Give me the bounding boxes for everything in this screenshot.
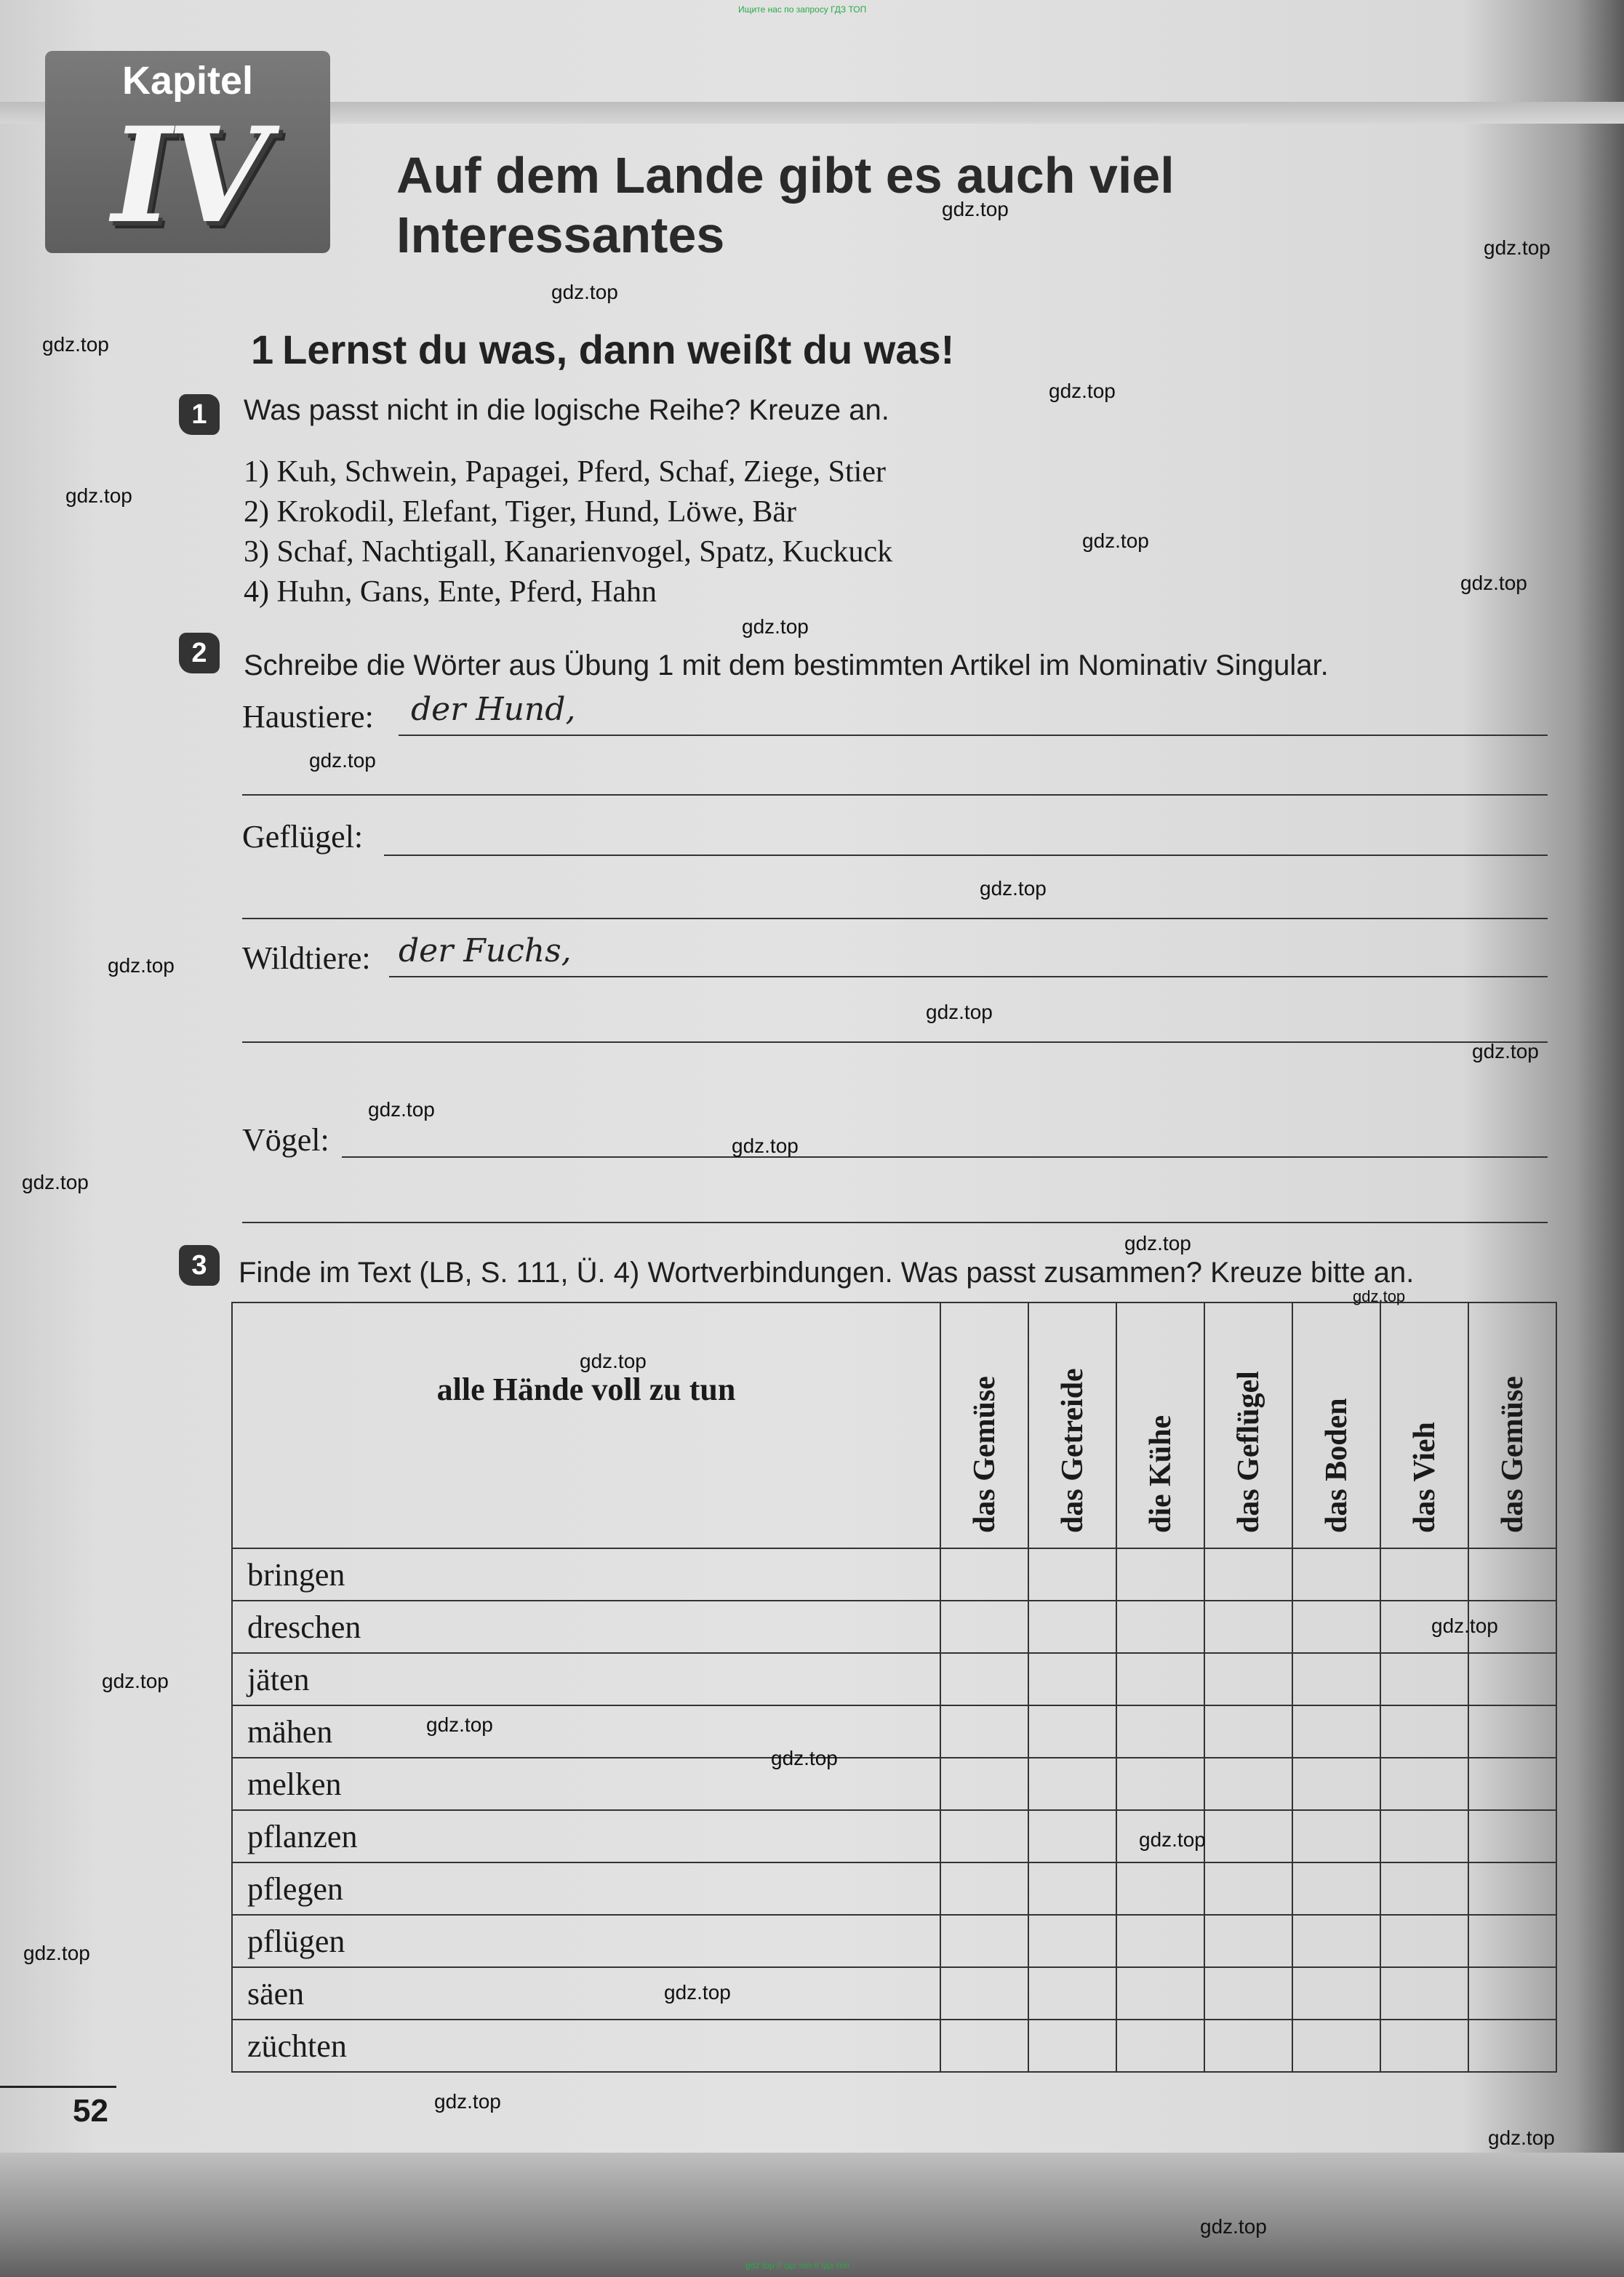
checkbox-cell[interactable]	[1116, 1601, 1204, 1653]
category-label-gefluegel: Geflügel:	[242, 819, 364, 855]
chapter-label: Kapitel	[121, 59, 254, 103]
checkbox-cell[interactable]	[1292, 1601, 1380, 1653]
watermark: gdz.top	[732, 1135, 799, 1157]
checkbox-cell[interactable]	[1028, 1758, 1116, 1810]
checkbox-cell[interactable]	[1292, 1758, 1380, 1810]
checkbox-cell[interactable]	[1292, 1653, 1380, 1705]
watermark: gdz.top	[942, 198, 1009, 220]
checkbox-cell[interactable]	[1028, 1653, 1116, 1705]
checkbox-cell[interactable]	[940, 1653, 1028, 1705]
watermark: gdz.top	[368, 1098, 435, 1121]
verb-cell: säen	[232, 1967, 940, 2020]
watermark: gdz.top	[551, 281, 618, 303]
checkbox-cell[interactable]	[1028, 1915, 1116, 1967]
table-row	[232, 1862, 1556, 1915]
watermark: gdz.top	[42, 333, 109, 356]
answer-line[interactable]	[389, 976, 1548, 977]
watermark: gdz.top	[926, 1001, 993, 1023]
verb-cell: pflügen	[232, 1915, 940, 1967]
watermark: gdz.top	[1200, 2215, 1267, 2238]
checkbox-cell[interactable]	[1028, 1810, 1116, 1862]
bottom-note: gdz top // гдз топ // гдз топ	[745, 2260, 849, 2270]
section-title: Lernst du was, dann weißt du was!	[282, 327, 955, 372]
watermark: gdz.top	[426, 1713, 493, 1736]
checkbox-cell[interactable]	[1468, 1548, 1556, 1601]
verb-cell: züchten	[232, 2020, 940, 2072]
checkbox-cell[interactable]	[1116, 1758, 1204, 1810]
checkbox-cell[interactable]	[1028, 1601, 1116, 1653]
watermark: gdz.top	[1124, 1232, 1191, 1254]
category-label-wildtiere: Wildtiere:	[242, 940, 371, 976]
checkbox-cell[interactable]	[940, 1915, 1028, 1967]
matching-table	[231, 1302, 1557, 2073]
chapter-number: IV	[97, 99, 279, 252]
checkbox-cell[interactable]	[1292, 1862, 1380, 1915]
watermark: gdz.top	[580, 1350, 647, 1372]
top-note: Ищите нас по запросу ГДЗ ТОП	[738, 4, 867, 15]
exercise-1-badge: 1	[179, 394, 220, 435]
checkbox-cell[interactable]	[1116, 1653, 1204, 1705]
checkbox-cell[interactable]	[1292, 1967, 1380, 2020]
watermark: gdz.top	[980, 877, 1047, 900]
watermark: gdz.top	[1082, 529, 1149, 552]
checkbox-cell[interactable]	[1204, 1810, 1292, 1862]
table-row	[232, 1758, 1556, 1810]
checkbox-cell[interactable]	[1292, 1705, 1380, 1758]
table-row	[232, 1810, 1556, 1862]
category-label-voegel: Vögel:	[242, 1122, 329, 1158]
table-row	[232, 2020, 1556, 2072]
exercise-1-item: 1) Kuh, Schwein, Papagei, Pferd, Schaf, Ziege, Stier	[244, 455, 886, 489]
column-header: das Gemüse	[1468, 1302, 1556, 1548]
checkbox-cell[interactable]	[1468, 1810, 1556, 1862]
checkbox-cell[interactable]	[1204, 1653, 1292, 1705]
checkbox-cell[interactable]	[940, 1862, 1028, 1915]
verb-cell: bringen	[232, 1548, 940, 1601]
answer-line[interactable]	[399, 735, 1548, 736]
watermark: gdz.top	[1460, 572, 1527, 594]
table-row	[232, 1915, 1556, 1967]
watermark: gdz.top	[771, 1747, 838, 1769]
checkbox-cell[interactable]	[940, 2020, 1028, 2072]
checkbox-cell[interactable]	[1292, 1915, 1380, 1967]
watermark: gdz.top	[65, 484, 132, 507]
checkbox-cell[interactable]	[1468, 1967, 1556, 2020]
column-header: das Gemüse	[940, 1302, 1028, 1548]
checkbox-cell[interactable]	[1116, 1967, 1204, 2020]
section-heading	[251, 326, 954, 373]
answer-line[interactable]	[384, 855, 1548, 856]
checkbox-cell[interactable]	[1468, 1653, 1556, 1705]
exercise-1-item: 4) Huhn, Gans, Ente, Pferd, Hahn	[244, 575, 657, 609]
checkbox-cell[interactable]	[940, 1548, 1028, 1601]
watermark: gdz.top	[1484, 236, 1551, 259]
page-number-rule	[0, 2086, 116, 2088]
checkbox-cell[interactable]	[1380, 1915, 1468, 1967]
checkbox-cell[interactable]	[1028, 2020, 1116, 2072]
answer-line[interactable]	[242, 794, 1548, 796]
checkbox-cell[interactable]	[1204, 1705, 1292, 1758]
category-label-haustiere: Haustiere:	[242, 699, 374, 735]
checkbox-cell[interactable]	[1116, 1548, 1204, 1601]
page-title-line-2: Interessantes	[396, 207, 725, 263]
checkbox-cell[interactable]	[1028, 1548, 1116, 1601]
column-header: das Boden	[1292, 1302, 1380, 1548]
checkbox-cell[interactable]	[1468, 1705, 1556, 1758]
watermark: gdz.top	[108, 954, 175, 977]
verb-cell: melken	[232, 1758, 940, 1810]
watermark: gdz.top	[1488, 2126, 1555, 2149]
checkbox-cell[interactable]	[1468, 1758, 1556, 1810]
page-title	[396, 145, 1175, 265]
checkbox-cell[interactable]	[1116, 2020, 1204, 2072]
checkbox-cell[interactable]	[1292, 2020, 1380, 2072]
table-title: alle Hände voll zu tun	[232, 1302, 940, 1548]
checkbox-cell[interactable]	[1380, 1810, 1468, 1862]
bottom-torn-band	[0, 2153, 1624, 2277]
checkbox-cell[interactable]	[1380, 2020, 1468, 2072]
column-header: die Kühe	[1116, 1302, 1204, 1548]
checkbox-cell[interactable]	[1380, 1967, 1468, 2020]
section-number: 1	[251, 327, 274, 372]
exercise-1-item: 2) Krokodil, Elefant, Tiger, Hund, Löwe, Bär	[244, 495, 797, 529]
watermark: gdz.top	[434, 2090, 501, 2113]
checkbox-cell[interactable]	[1380, 1862, 1468, 1915]
checkbox-cell[interactable]	[1028, 1862, 1116, 1915]
checkbox-cell[interactable]	[1028, 1967, 1116, 2020]
watermark: gdz.top	[1049, 380, 1116, 402]
checkbox-cell[interactable]	[1116, 1862, 1204, 1915]
watermark: gdz.top	[1431, 1614, 1498, 1637]
watermark: gdz.top	[1472, 1040, 1539, 1063]
checkbox-cell[interactable]	[940, 1967, 1028, 2020]
checkbox-cell[interactable]	[1204, 1601, 1292, 1653]
checkbox-cell[interactable]	[1468, 1862, 1556, 1915]
checkbox-cell[interactable]	[1204, 2020, 1292, 2072]
checkbox-cell[interactable]	[1292, 1548, 1380, 1601]
column-header: das Vieh	[1380, 1302, 1468, 1548]
table-row	[232, 1653, 1556, 1705]
watermark: gdz.top	[742, 615, 809, 638]
answer-line[interactable]	[342, 1156, 1548, 1158]
checkbox-cell[interactable]	[1116, 1705, 1204, 1758]
checkbox-cell[interactable]	[1380, 1758, 1468, 1810]
verb-cell: jäten	[232, 1653, 940, 1705]
checkbox-cell[interactable]	[1204, 1967, 1292, 2020]
watermark: gdz.top	[23, 1942, 90, 1964]
verb-cell: pflegen	[232, 1862, 940, 1915]
exercise-1-instruction: Was passt nicht in die logische Reihe? Kreuze an.	[244, 394, 889, 426]
verb-cell: pflanzen	[232, 1810, 940, 1862]
column-header: das Getreide	[1028, 1302, 1116, 1548]
watermark: gdz.top	[1353, 1287, 1406, 1305]
checkbox-cell[interactable]	[1204, 1758, 1292, 1810]
table-row	[232, 1548, 1556, 1601]
answer-line[interactable]	[242, 918, 1548, 919]
page-title-line-1: Auf dem Lande gibt es auch viel	[396, 147, 1175, 204]
answer-line[interactable]	[242, 1041, 1548, 1043]
exercise-3-instruction: Finde im Text (LB, S. 111, Ü. 4) Wortverbindungen. Was passt zusammen? Kreuze bitte an.	[239, 1257, 1415, 1289]
chapter-badge	[45, 51, 330, 253]
handwritten-answer-haustiere: der Hund,	[411, 691, 576, 728]
column-header: das Geflügel	[1204, 1302, 1292, 1548]
exercise-1-item: 3) Schaf, Nachtigall, Kanarienvogel, Spatz, Kuckuck	[244, 535, 893, 569]
checkbox-cell[interactable]	[1468, 1915, 1556, 1967]
exercise-2-badge: 2	[179, 633, 220, 673]
checkbox-cell[interactable]	[940, 1705, 1028, 1758]
checkbox-cell[interactable]	[1380, 1653, 1468, 1705]
checkbox-cell[interactable]	[1204, 1862, 1292, 1915]
watermark: gdz.top	[309, 749, 376, 772]
table-row	[232, 1967, 1556, 2020]
checkbox-cell[interactable]	[940, 1601, 1028, 1653]
checkbox-cell[interactable]	[940, 1810, 1028, 1862]
checkbox-cell[interactable]	[1204, 1915, 1292, 1967]
checkbox-cell[interactable]	[1380, 1705, 1468, 1758]
exercise-3-badge: 3	[179, 1245, 220, 1286]
watermark: gdz.top	[664, 1981, 731, 2004]
verb-cell: dreschen	[232, 1601, 940, 1653]
table-row	[232, 1601, 1556, 1653]
page-number: 52	[73, 2093, 108, 2129]
watermark: gdz.top	[22, 1171, 89, 1193]
handwritten-answer-wildtiere: der Fuchs,	[399, 932, 572, 969]
checkbox-cell[interactable]	[940, 1758, 1028, 1810]
watermark: gdz.top	[102, 1670, 169, 1692]
checkbox-cell[interactable]	[1116, 1915, 1204, 1967]
checkbox-cell[interactable]	[1028, 1705, 1116, 1758]
exercise-2-instruction: Schreibe die Wörter aus Übung 1 mit dem bestimmten Artikel im Nominativ Singular.	[244, 649, 1329, 681]
checkbox-cell[interactable]	[1292, 1810, 1380, 1862]
watermark: gdz.top	[1139, 1828, 1206, 1851]
checkbox-cell[interactable]	[1204, 1548, 1292, 1601]
verb-cell: mähen	[232, 1705, 940, 1758]
checkbox-cell[interactable]	[1380, 1548, 1468, 1601]
answer-line[interactable]	[242, 1222, 1548, 1223]
checkbox-cell[interactable]	[1468, 2020, 1556, 2072]
